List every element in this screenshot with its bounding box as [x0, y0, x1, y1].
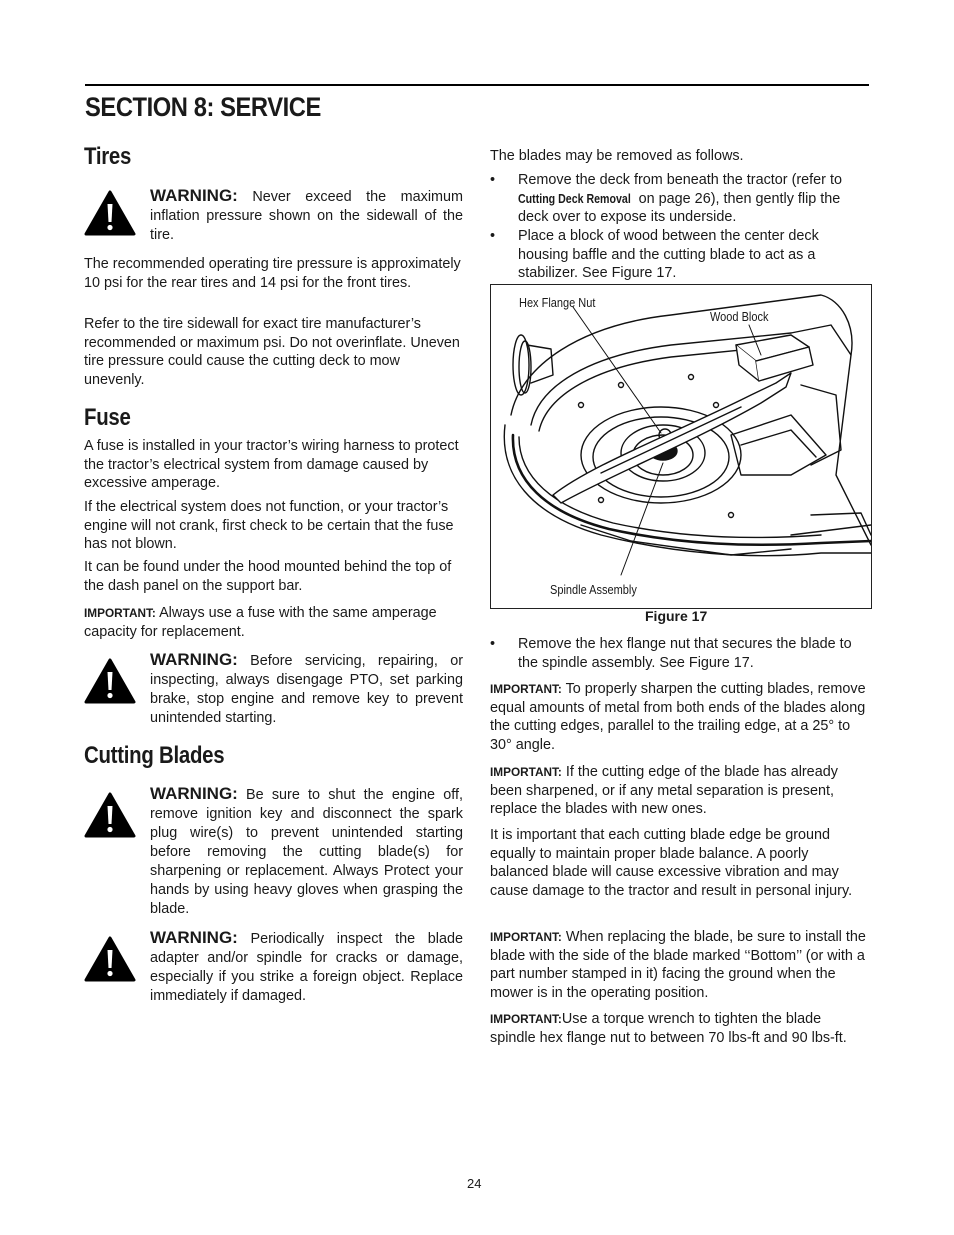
- important-sharpen: IMPORTANT: To properly sharpen the cutting blades, remove equal amounts of metal from both ends of the blades along the cutting edges, parallel to the trailing edge, at a 25° to 30° angle.: [490, 681, 866, 753]
- important-label: IMPORTANT:: [490, 1012, 562, 1026]
- tires-paragraph-2: Refer to the tire sidewall for exact tire manufacturer’s recommended or maximum psi. Do not overinflate. Uneven tire pressure could cause the cutting deck to mow unevenly.: [84, 316, 460, 388]
- warning-label: WARNING:: [150, 784, 238, 803]
- cutting-deck-removal-reference: Cutting Deck Removal: [518, 191, 631, 206]
- warning-triangle-icon: [84, 658, 136, 704]
- warning-label: WARNING:: [150, 650, 238, 669]
- bullet-text: Remove the hex flange nut that secures the blade to the spindle assembly. See Figure 17.: [518, 636, 852, 671]
- cutting-blades-warning-2-text: WARNING: Periodically inspect the blade adapter and/or spindle for cracks or damage, especially if you strike a foreign object. Replace immediately if damaged.: [150, 928, 463, 1004]
- bullet-symbol: •: [490, 636, 496, 652]
- bullet-text: Remove the deck from beneath the tractor (refer to Cutting Deck Removal on page 26), then gently flip the deck over to expose its underside.: [518, 172, 842, 226]
- warning-triangle-icon: [84, 190, 136, 236]
- tires-paragraph-1: The recommended operating tire pressure is approximately 10 psi for the rear tires and 14 psi for the front tires.: [84, 256, 461, 291]
- figure-17: [490, 284, 872, 609]
- important-label: IMPORTANT:: [84, 606, 156, 620]
- fuse-important: IMPORTANT: Always use a fuse with the same amperage capacity for replacement.: [84, 605, 437, 640]
- figure-caption: Figure 17: [645, 608, 708, 624]
- important-torque: IMPORTANT:Use a torque wrench to tighten the blade spindle hex flange nut to between 70 lbs-ft and 90 lbs-ft.: [490, 1011, 847, 1046]
- warning-label: WARNING:: [150, 186, 238, 205]
- important-replace: IMPORTANT: If the cutting edge of the blade has already been sharpened, or if any metal separation is present, replace the blades with new ones.: [490, 764, 838, 818]
- removal-intro: The blades may be removed as follows.: [490, 148, 744, 164]
- figure-label-hex-flange-nut: Hex Flange Nut: [519, 296, 596, 310]
- bullet-symbol: •: [490, 172, 496, 188]
- warning-triangle-icon: [84, 792, 136, 838]
- fuse-warning-text: WARNING: Before servicing, repairing, or inspecting, always disengage PTO, set parking brake, stop engine and remove key to prevent unintended starting.: [150, 650, 463, 726]
- bullet-text: Place a block of wood between the center deck housing baffle and the cutting blade to act as a stabilizer. See Figure 17.: [518, 228, 819, 282]
- cutting-blades-warning-1-text: WARNING: Be sure to shut the engine off, remove ignition key and disconnect the spark plug wire(s) to prevent unintended starting before removing the cutting blade(s) for sharpening or replacement. Always Protect your hands by using heavy gloves when grasping the blade.: [150, 784, 463, 917]
- section-title: SECTION 8: SERVICE: [85, 92, 321, 122]
- page-number: 24: [467, 1176, 482, 1191]
- blade-balance-paragraph: It is important that each cutting blade edge be ground equally to maintain proper blade balance. A poorly balanced blade will cause excessive vibration and may cause damage to the tractor and result in personal injury.: [490, 827, 853, 899]
- figure-label-wood-block: Wood Block: [710, 310, 769, 324]
- figure-label-spindle-assembly: Spindle Assembly: [550, 583, 637, 597]
- important-label: IMPORTANT:: [490, 682, 562, 696]
- warning-label: WARNING:: [150, 928, 238, 947]
- fuse-paragraph-3: It can be found under the hood mounted behind the top of the dash panel on the support bar.: [84, 559, 452, 594]
- tires-heading: Tires: [84, 143, 132, 170]
- tires-warning-text: WARNING: Never exceed the maximum inflation pressure shown on the sidewall of the tire.: [150, 186, 463, 243]
- fuse-paragraph-2: If the electrical system does not function, or your tractor’s engine will not crank, first check to be certain that the fuse has not blown.: [84, 499, 454, 553]
- bullet-symbol: •: [490, 228, 496, 244]
- cutting-blades-heading: Cutting Blades: [84, 742, 225, 769]
- fuse-paragraph-1: A fuse is installed in your tractor’s wiring harness to protect the tractor’s electrical system from damage caused by excessive amperage.: [84, 438, 459, 492]
- warning-triangle-icon: [84, 936, 136, 982]
- important-label: IMPORTANT:: [490, 930, 562, 944]
- header-rule: [85, 84, 869, 86]
- important-label: IMPORTANT:: [490, 765, 562, 779]
- mower-deck-illustration: [491, 285, 871, 608]
- important-install: IMPORTANT: When replacing the blade, be sure to install the blade with the side of the blade marked ‘‘Bottom’’ (or with a part number stamped in it) facing the ground when the mower is in the operating position.: [490, 929, 866, 1001]
- fuse-heading: Fuse: [84, 404, 131, 431]
